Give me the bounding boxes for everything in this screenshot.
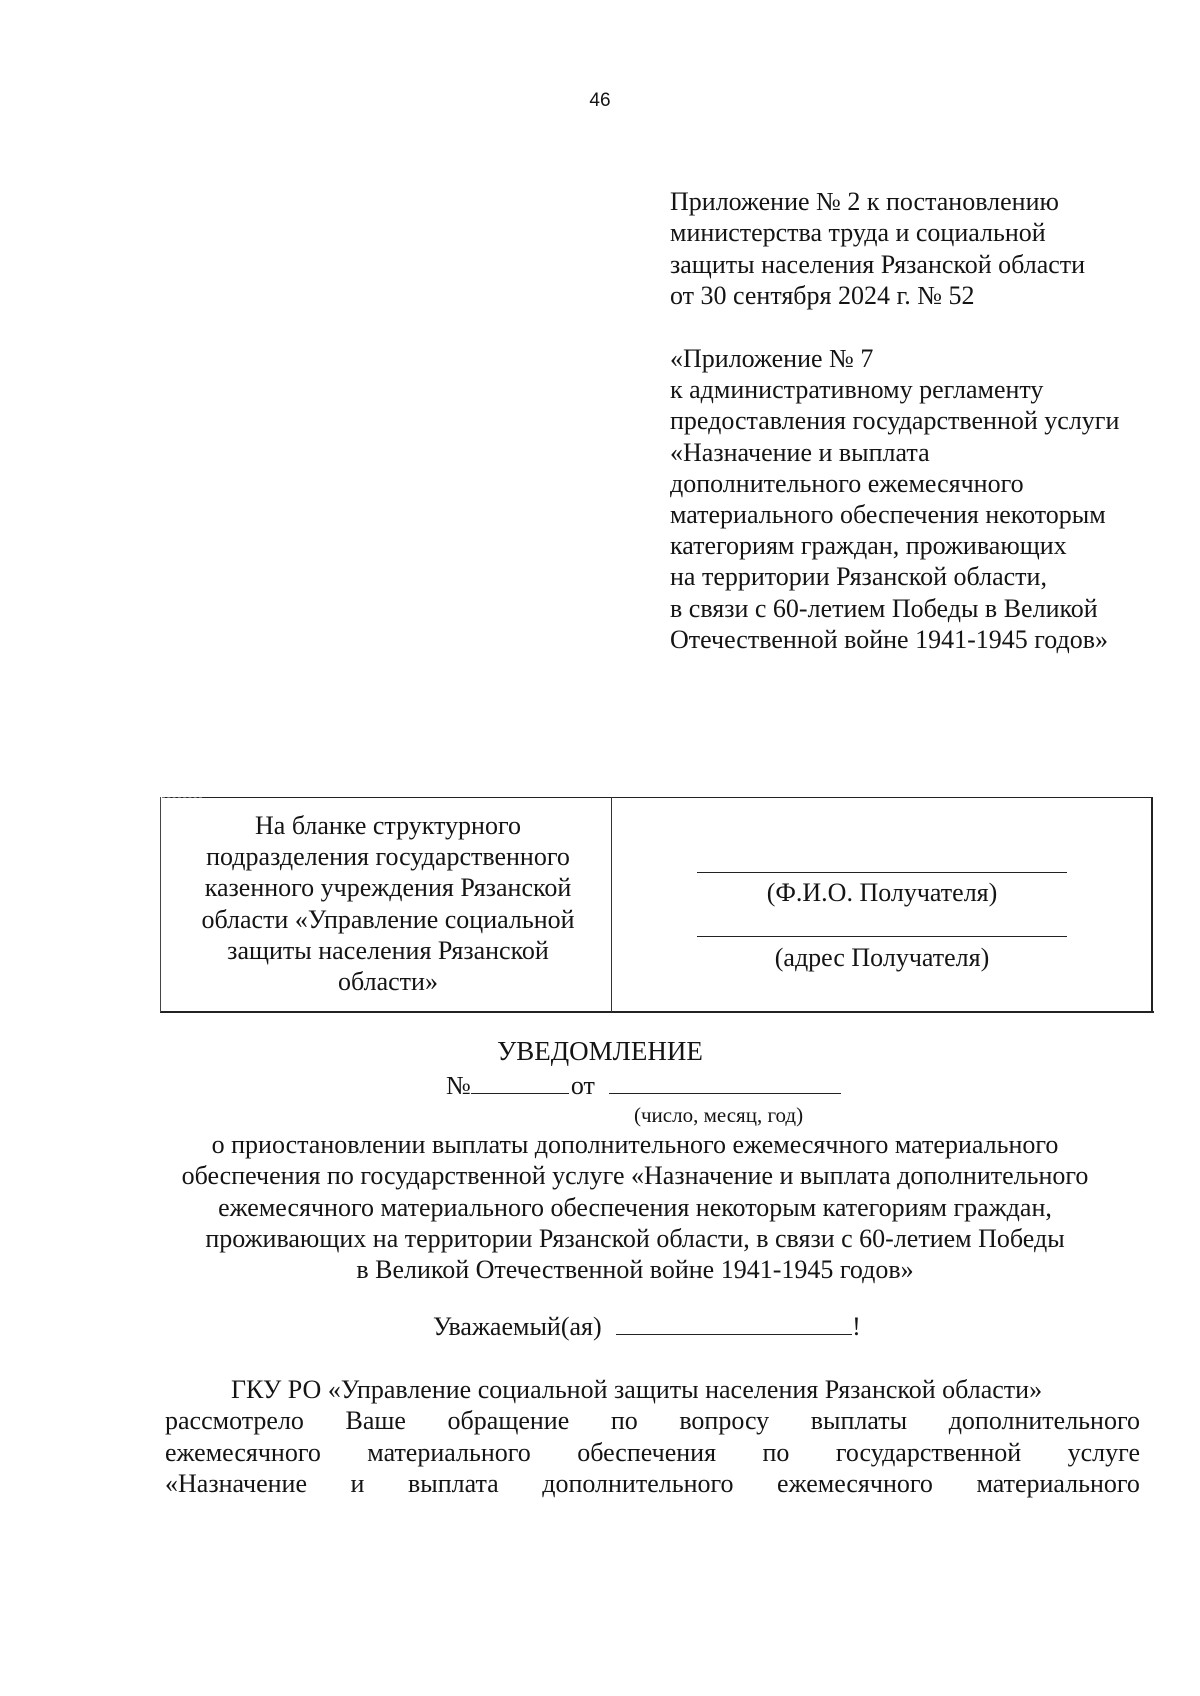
appendix-header-line: Приложение № 2 к постановлению: [670, 187, 1059, 216]
letterhead-line: области «Управление социальной: [201, 904, 575, 934]
subject-line: о приостановлении выплаты дополнительного ежемесячного материального: [211, 1130, 1059, 1159]
body-word: дополнительного: [948, 1406, 1140, 1436]
regulation-header-line: материального обеспечения некоторым: [670, 500, 1106, 530]
appendix-header-line: министерства труда и социальной: [670, 218, 1046, 248]
regulation-header-line: «Назначение и выплата: [670, 437, 930, 467]
letterhead-line: подразделения государственного: [206, 842, 570, 872]
box-divider: [611, 797, 612, 1012]
regulation-header-line: на территории Рязанской области,: [670, 562, 1047, 592]
notice-title: УВЕДОМЛЕНИЕ: [497, 1036, 703, 1066]
regulation-header-line: предоставления государственной услуги: [670, 406, 1120, 436]
recipient-name-line: [697, 872, 1067, 873]
number-label: №: [446, 1071, 471, 1100]
body-line: ГКУ РО «Управление социальной защиты населения Рязанской области»: [231, 1375, 1043, 1404]
subject-line: обеспечения по государственной услуге «Назначение и выплата дополнительного: [181, 1161, 1089, 1191]
body-word: обращение: [447, 1406, 570, 1436]
body-word: выплаты: [810, 1406, 908, 1436]
greeting-name-blank: [616, 1310, 852, 1335]
subject-line: проживающих на территории Рязанской области, в связи с 60-летием Победы: [205, 1223, 1065, 1253]
body-word: услуге: [1067, 1437, 1140, 1467]
box-border-top-dash: [162, 797, 202, 798]
recipient-address-line: [697, 936, 1067, 937]
from-label: от: [570, 1071, 595, 1100]
body-text: [165, 1374, 1140, 1499]
body-word: дополнительного: [542, 1468, 734, 1498]
appendix-header: [670, 186, 1085, 311]
body-word: материального: [976, 1468, 1140, 1498]
regulation-header-line: в связи с 60-летием Победы в Великой: [670, 593, 1098, 623]
regulation-header-line: дополнительного ежемесячного: [670, 468, 1024, 498]
letterhead-line: На бланке структурного: [255, 811, 521, 840]
body-justified-line: [165, 1437, 1140, 1468]
date-caption: (число, месяц, год): [634, 1103, 804, 1127]
box-border-bottom: [160, 1011, 1154, 1013]
date-blank: [609, 1069, 841, 1094]
body-justified-line: [165, 1405, 1140, 1436]
body-word: и: [350, 1468, 365, 1498]
body-word: ежемесячного: [165, 1437, 321, 1467]
body-word: по: [762, 1437, 790, 1467]
number-blank: [471, 1069, 569, 1094]
body-word: Ваше: [345, 1406, 406, 1436]
body-word: вопросу: [679, 1406, 770, 1436]
appendix-header-line: от 30 сентября 2024 г. № 52: [670, 280, 975, 310]
box-border-left: [160, 797, 161, 1012]
recipient-address-caption: (адрес Получателя): [774, 943, 990, 972]
letterhead-line: защиты населения Рязанской: [227, 935, 549, 965]
regulation-header-line: Отечественной войне 1941-1945 годов»: [670, 624, 1109, 654]
body-word: государственной: [835, 1437, 1022, 1467]
recipient-name-caption: (Ф.И.О. Получателя): [766, 878, 998, 907]
appendix-header-line: защиты населения Рязанской области: [670, 249, 1086, 279]
greeting-prefix: Уважаемый(ая): [433, 1312, 602, 1341]
body-word: по: [610, 1406, 638, 1436]
greeting-suffix: !: [852, 1312, 861, 1341]
body-word: выплата: [407, 1468, 499, 1498]
greeting: [433, 1310, 861, 1342]
body-word: «Назначение: [165, 1468, 307, 1498]
body-word: рассмотрело: [165, 1406, 304, 1436]
body-justified-line: [165, 1468, 1140, 1499]
subject-line: в Великой Отечественной войне 1941-1945 годов»: [356, 1255, 914, 1285]
box-border-top: [162, 797, 1152, 798]
regulation-header-line: «Приложение № 7: [670, 344, 874, 373]
letterhead-line: области»: [338, 967, 438, 997]
regulation-header: [670, 343, 1119, 655]
page-number: 46: [589, 90, 611, 111]
body-word: материального: [367, 1437, 531, 1467]
regulation-header-line: категориям граждан, проживающих: [670, 531, 1067, 561]
box-border-right: [1151, 797, 1153, 1012]
notice-subject: [0, 1129, 1200, 1285]
letterhead-line: казенного учреждения Рязанской: [204, 873, 572, 903]
body-word: обеспечения: [577, 1437, 717, 1467]
body-word: ежемесячного: [777, 1468, 933, 1498]
notice-number-row: [446, 1069, 841, 1101]
regulation-header-line: к административному регламенту: [670, 375, 1044, 405]
subject-line: ежемесячного материального обеспечения некоторым категориям граждан,: [218, 1192, 1052, 1222]
letterhead-placeholder: [170, 810, 606, 997]
